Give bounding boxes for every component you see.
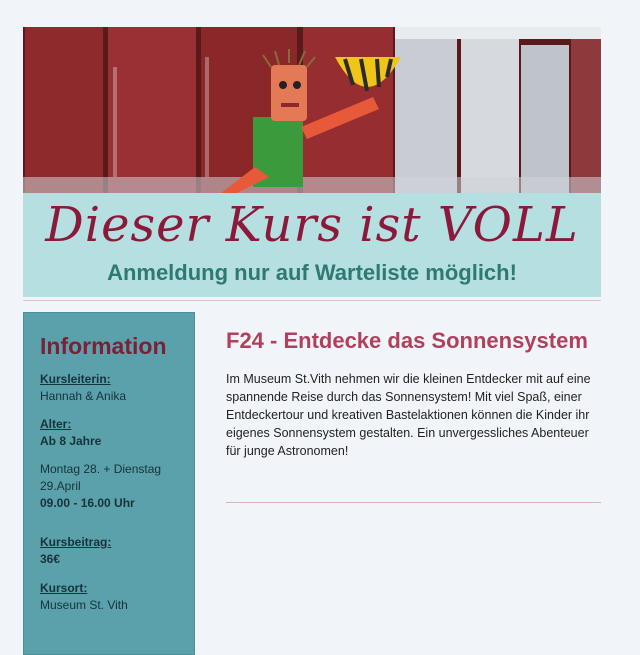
hero-photo xyxy=(23,27,601,193)
banner-subtitle: Anmeldung nur auf Warteliste möglich! xyxy=(107,260,517,285)
sidebar-heading: Information xyxy=(40,333,167,359)
location-value: Museum St. Vith xyxy=(40,598,128,612)
leader-value: Hannah & Anika xyxy=(40,389,127,403)
hero-banner xyxy=(23,27,601,297)
course-body: Im Museum St.Vith nehmen wir die kleinen Entdecker mit auf eine spannende Reise durch das Sonnensystem! Mit viel Spaß, einer Entdeckertour und kreativen Bastelaktionen können die Kinder ihr eigenes Sonnensystem gestalten. Ein unvergessliches Abenteuer für junge Astronomen! xyxy=(226,372,591,458)
location-block xyxy=(40,580,190,614)
course-description xyxy=(226,322,601,460)
age-value: Ab 8 Jahre xyxy=(40,434,102,448)
date-value: Montag 28. + Dienstag 29.April xyxy=(40,462,162,493)
fee-block xyxy=(40,534,190,568)
age-block xyxy=(40,416,190,450)
content-divider xyxy=(226,502,601,503)
date-block xyxy=(40,461,190,512)
course-title: F24 - Entdecke das Sonnensystem xyxy=(226,328,588,353)
fee-value: 36€ xyxy=(40,552,61,566)
location-label: Kursort: xyxy=(40,581,88,595)
leader-label: Kursleiterin: xyxy=(40,372,111,386)
time-value: 09.00 - 16.00 Uhr xyxy=(40,496,135,510)
leader-block xyxy=(40,371,190,405)
fee-label: Kursbeitrag: xyxy=(40,535,112,549)
divider xyxy=(23,300,601,301)
banner-title: Dieser Kurs ist VOLL xyxy=(45,197,579,253)
age-label: Alter: xyxy=(40,417,72,431)
info-sidebar xyxy=(23,312,195,655)
course-full-banner xyxy=(23,193,601,297)
snowy-fence-illustration xyxy=(23,27,601,193)
